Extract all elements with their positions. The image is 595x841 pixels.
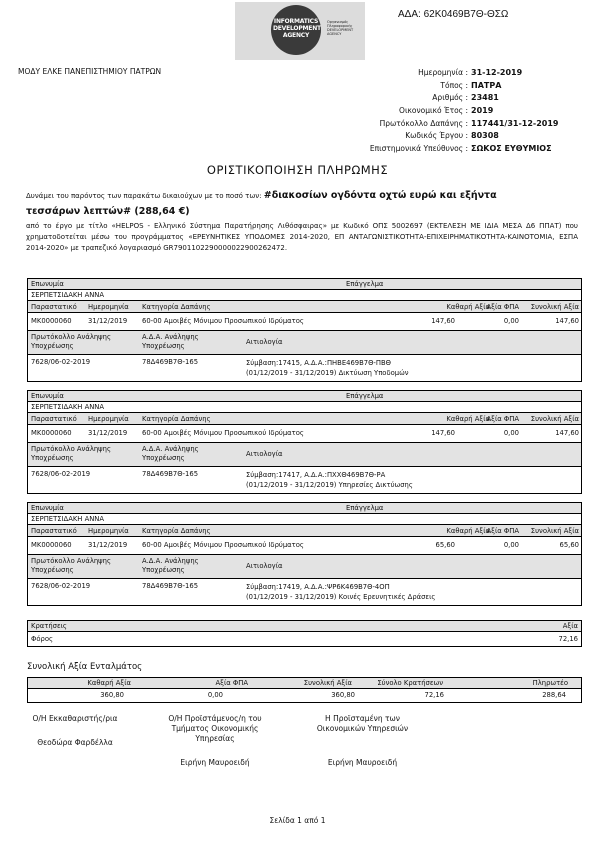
amount-words-cont: τεσσάρων λεπτών# (288,64 €) bbox=[26, 206, 190, 217]
ada-code: ΑΔΑ: 62Κ0469Β7Θ-ΘΣΩ bbox=[398, 9, 509, 20]
signature-clerk: Ο/Η Εκκαθαριστής/ρια Θεοδώρα Φαρδέλλα bbox=[32, 714, 118, 747]
logo-text: INFORMATICS DEVELOPMENT AGENCY bbox=[273, 18, 321, 39]
payment-entry: Επωνυμία Επάγγελμα ΣΕΡΠΕΤΣΙΔΑΚΗ ΑΝΝΑ Παραστατικό Ημερομηνία Κατηγορία Δαπάνης Καθαρή Αξία Αξία ΦΠΑ Συνολική Αξία ΜΚ0000060 31/12/2019 60-00 Αμοιβές Μόνιμου Προσωπικού Ιδρύματος 147,60 0,00 147,60 Πρωτόκολλο Ανάληψης Υποχρέωσης Α.Δ.Α. Ανάληψης Υποχρέωσης Αιτιολογία 7628/06-02-2019 78Δ469Β7Θ-165 Σύμβαση:17415, Α.Δ.Α.:ΠΗΒΕ469Β7Θ-ΠΒΘ (01/12/2019 - 31/12/2019) Δικτύωση Υποδομών bbox=[27, 278, 582, 382]
payment-entry: Επωνυμία Επάγγελμα ΣΕΡΠΕΤΣΙΔΑΚΗ ΑΝΝΑ Παραστατικό Ημερομηνία Κατηγορία Δαπάνης Καθαρή Αξία Αξία ΦΠΑ Συνολική Αξία ΜΚ0000060 31/12/2019 60-00 Αμοιβές Μόνιμου Προσωπικού Ιδρύματος 65,60 0,00 65,60 Πρωτόκολλο Ανάληψης Υποχρέωσης Α.Δ.Α. Ανάληψης Υποχρέωσης Αιτιολογία 7628/06-02-2019 78Δ469Β7Θ-165 Σύμβαση:17419, Α.Δ.Α.:ΨΡ6Κ469Β7Θ-4ΟΠ (01/12/2019 - 31/12/2019) Κοινές Ερευνητικές Δράσεις bbox=[27, 502, 582, 606]
amount-words: #διακοσίων ογδόντα οχτώ ευρώ και εξήντα bbox=[263, 190, 497, 201]
signature-head-dept: Ο/Η Προϊστάμενος/η του Τμήματος Οικονομικής Υπηρεσίας Ειρήνη Μαυροειδή bbox=[168, 714, 262, 767]
document-title: ΟΡΙΣΤΙΚΟΠΟΙΗΣΗ ΠΛΗΡΩΜΗΣ bbox=[206, 163, 389, 177]
meta-row: Αριθμός : 23481 bbox=[432, 93, 499, 103]
beneficiary-name: ΣΕΡΠΕΤΣΙΔΑΚΗ ΑΝΝΑ bbox=[31, 515, 105, 523]
beneficiary-name: ΣΕΡΠΕΤΣΙΔΑΚΗ ΑΝΝΑ bbox=[31, 403, 105, 411]
organization-name: ΜΟΔΥ ΕΛΚΕ ΠΑΝΕΠΙΣΤΗΜΙΟΥ ΠΑΤΡΩΝ bbox=[18, 67, 162, 76]
totals-title: Συνολική Αξία Ενταλμάτος bbox=[27, 662, 143, 672]
payment-entry: Επωνυμία Επάγγελμα ΣΕΡΠΕΤΣΙΔΑΚΗ ΑΝΝΑ Παραστατικό Ημερομηνία Κατηγορία Δαπάνης Καθαρή Αξία Αξία ΦΠΑ Συνολική Αξία ΜΚ0000060 31/12/2019 60-00 Αμοιβές Μόνιμου Προσωπικού Ιδρύματος 147,60 0,00 147,60 Πρωτόκολλο Ανάληψης Υποχρέωσης Α.Δ.Α. Ανάληψης Υποχρέωσης Αιτιολογία 7628/06-02-2019 78Δ469Β7Θ-165 Σύμβαση:17417, Α.Δ.Α.:ΠΧΧΘ469Β7Θ-ΡΑ (01/12/2019 - 31/12/2019) Υπηρεσίες Δικτύωσης bbox=[27, 390, 582, 494]
meta-row: Ημερομηνία : 31-12-2019 bbox=[418, 67, 523, 77]
meta-row: Τόπος : ΠΑΤΡΑ bbox=[440, 80, 502, 90]
beneficiary-name: ΣΕΡΠΕΤΣΙΔΑΚΗ ΑΝΝΑ bbox=[31, 291, 105, 299]
page-number: Σελίδα 1 από 1 bbox=[269, 816, 326, 825]
meta-row: Πρωτόκολλο Δαπάνης : 117441/31-12-2019 bbox=[379, 118, 559, 128]
intro-body: από το έργο με τίτλο «HELPOS - Ελληνικό Σύστημα Παρατήρησης Λιθόσφαιρας» με Κωδικό ΟΠΣ 5002697 (ΕΚΤΕΛΕΣΗ ΜΕ ΙΔΙΑ ΜΕΣΑ Δ6 ΠΠΑΤ) που χρηματοδοτείται μέσω του προγράμματος «ΕΡΕΥΝΗΤΙΚΕΣ ΥΠΟΔΟΜΕΣ 2014-2020, ΕΠ ΑΝΤΑΓΩΝΙΣΤΙΚΟΤΗΤΑ-ΕΠΙΧΕΙΡΗΜΑΤΙΚΟΤΗΤΑ-ΚΑΙΝΟΤΟΜΙΑ, ΕΣΠΑ 2014-2020» με τραπεζικό λογαριασμό GR7901102290000022900262472. bbox=[26, 222, 578, 252]
meta-row: Οικονομικό Έτος : 2019 bbox=[399, 105, 494, 115]
agency-logo bbox=[235, 2, 365, 60]
withholdings-table: Κρατήσεις Αξία Φόρος 72,16 bbox=[27, 620, 582, 647]
totals-table: Καθαρή Αξία Αξία ΦΠΑ Συνολική Αξία Σύνολο Κρατήσεων Πληρωτέο 360,80 0,00 360,80 72,16 288,64 bbox=[27, 677, 582, 703]
signature-head-finance: Η Προϊσταμένη των Οικονομικών Υπηρεσιών Ειρήνη Μαυροειδή bbox=[316, 714, 409, 767]
intro-line: Δυνάμει του παρόντος των παρακάτω δικαιούχων με το ποσό των: #διακοσίων ογδόντα οχτώ ευρώ και εξήντα bbox=[26, 190, 497, 201]
meta-row: Επιστημονικά Υπεύθυνος : ΣΩΚΟΣ ΕΥΘΥΜΙΟΣ bbox=[369, 143, 552, 153]
meta-row: Κωδικός Έργου : 80308 bbox=[405, 131, 499, 141]
document-meta bbox=[300, 66, 595, 155]
logo-side-text: Οργανισμός Πληροφορικής DEVELOPMENT AGENCY bbox=[327, 20, 354, 36]
